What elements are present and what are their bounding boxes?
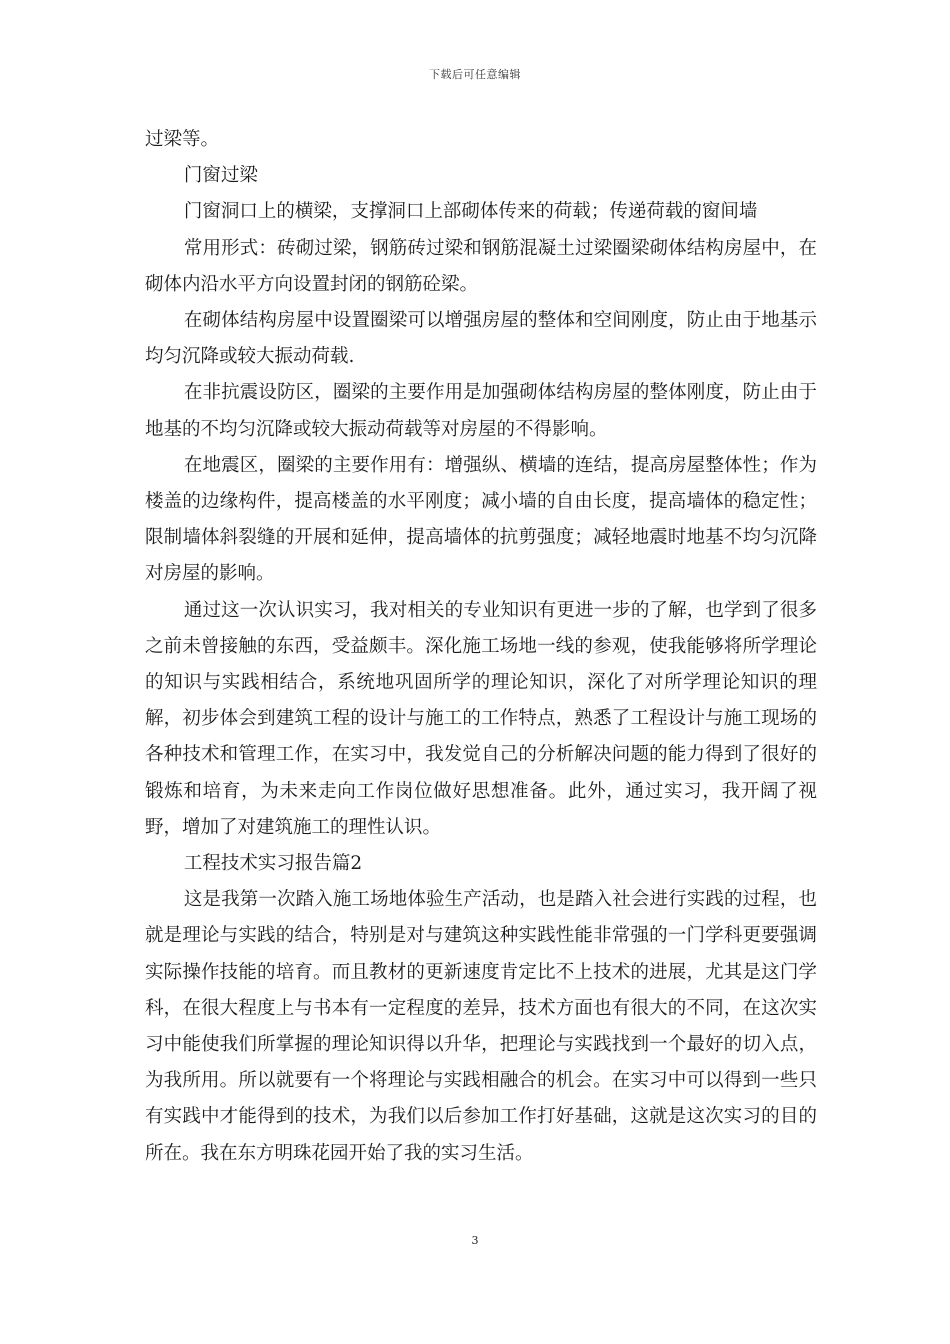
page-header: 下载后可任意编辑: [429, 68, 521, 81]
section-heading-lintel: 门窗过梁: [183, 165, 258, 187]
paragraph: 门窗洞口上的横梁，支撑洞口上部砌体传来的荷载；传递荷载的窗间墙: [183, 201, 758, 223]
body-text: [145, 122, 817, 1172]
paragraph: 在地震区，圈梁的主要作用有：增强纵、横墙的连结，提高房屋整体性；作为楼盖的边缘构件，提高楼盖的水平刚度；减小墙的自由长度，提高墙体的稳定性；限制墙体斜裂缝的开展和延伸，提高墙体的抗剪强度；减轻地震时地基不均匀沉降对房屋的影响。: [145, 454, 817, 585]
paragraph: 常用形式：砖砌过梁，钢筋砖过梁和钢筋混凝土过梁圈梁砌体结构房屋中，在砌体内沿水平方向设置封闭的钢筋砼梁。: [145, 237, 817, 295]
paragraph: 在非抗震设防区，圈梁的主要作用是加强砌体结构房屋的整体刚度，防止由于地基的不均匀沉降或较大振动荷载等对房屋的不得影响。: [145, 382, 817, 440]
paragraph: 在砌体结构房屋中设置圈梁可以增强房屋的整体和空间刚度，防止由于地基示均匀沉降或较大振动荷载.: [145, 310, 817, 368]
paragraph: 这是我第一次踏入施工场地体验生产活动，也是踏入社会进行实践的过程，也就是理论与实践的结合，特别是对与建筑这种实践性能非常强的一门学科更要强调实际操作技能的培育。而且教材的更新速度肯定比不上技术的进展，尤其是这门学科，在很大程度上与书本有一定程度的差异，技术方面也有很大的不同，在这次实习中能使我们所掌握的理论知识得以升华，把理论与实践找到一个最好的切入点，为我所用。所以就要有一个将理论与实践相融合的机会。在实习中可以得到一些只有实践中才能得到的技术，为我们以后参加工作打好基础，这就是这次实习的目的所在。我在东方明珠花园开始了我的实习生活。: [145, 889, 817, 1164]
page-number: 3: [471, 1234, 479, 1247]
paragraph: 通过这一次认识实习，我对相关的专业知识有更进一步的了解，也学到了很多之前未曾接触的东西，受益颇丰。深化施工场地一线的参观，使我能够将所学理论的知识与实践相结合，系统地巩固所学的理论知识，深化了对所学理论知识的理解，初步体会到建筑工程的设计与施工的工作特点，熟悉了工程设计与施工现场的各种技术和管理工作，在实习中，我发觉自己的分析解决问题的能力得到了很好的锻炼和培育，为未来走向工作岗位做好思想准备。此外，通过实习，我开阔了视野，增加了对建筑施工的理性认识。: [145, 599, 817, 838]
section-heading-report-2: 工程技术实习报告篇2: [183, 853, 363, 875]
paragraph-continuation: 过梁等。: [145, 129, 220, 150]
